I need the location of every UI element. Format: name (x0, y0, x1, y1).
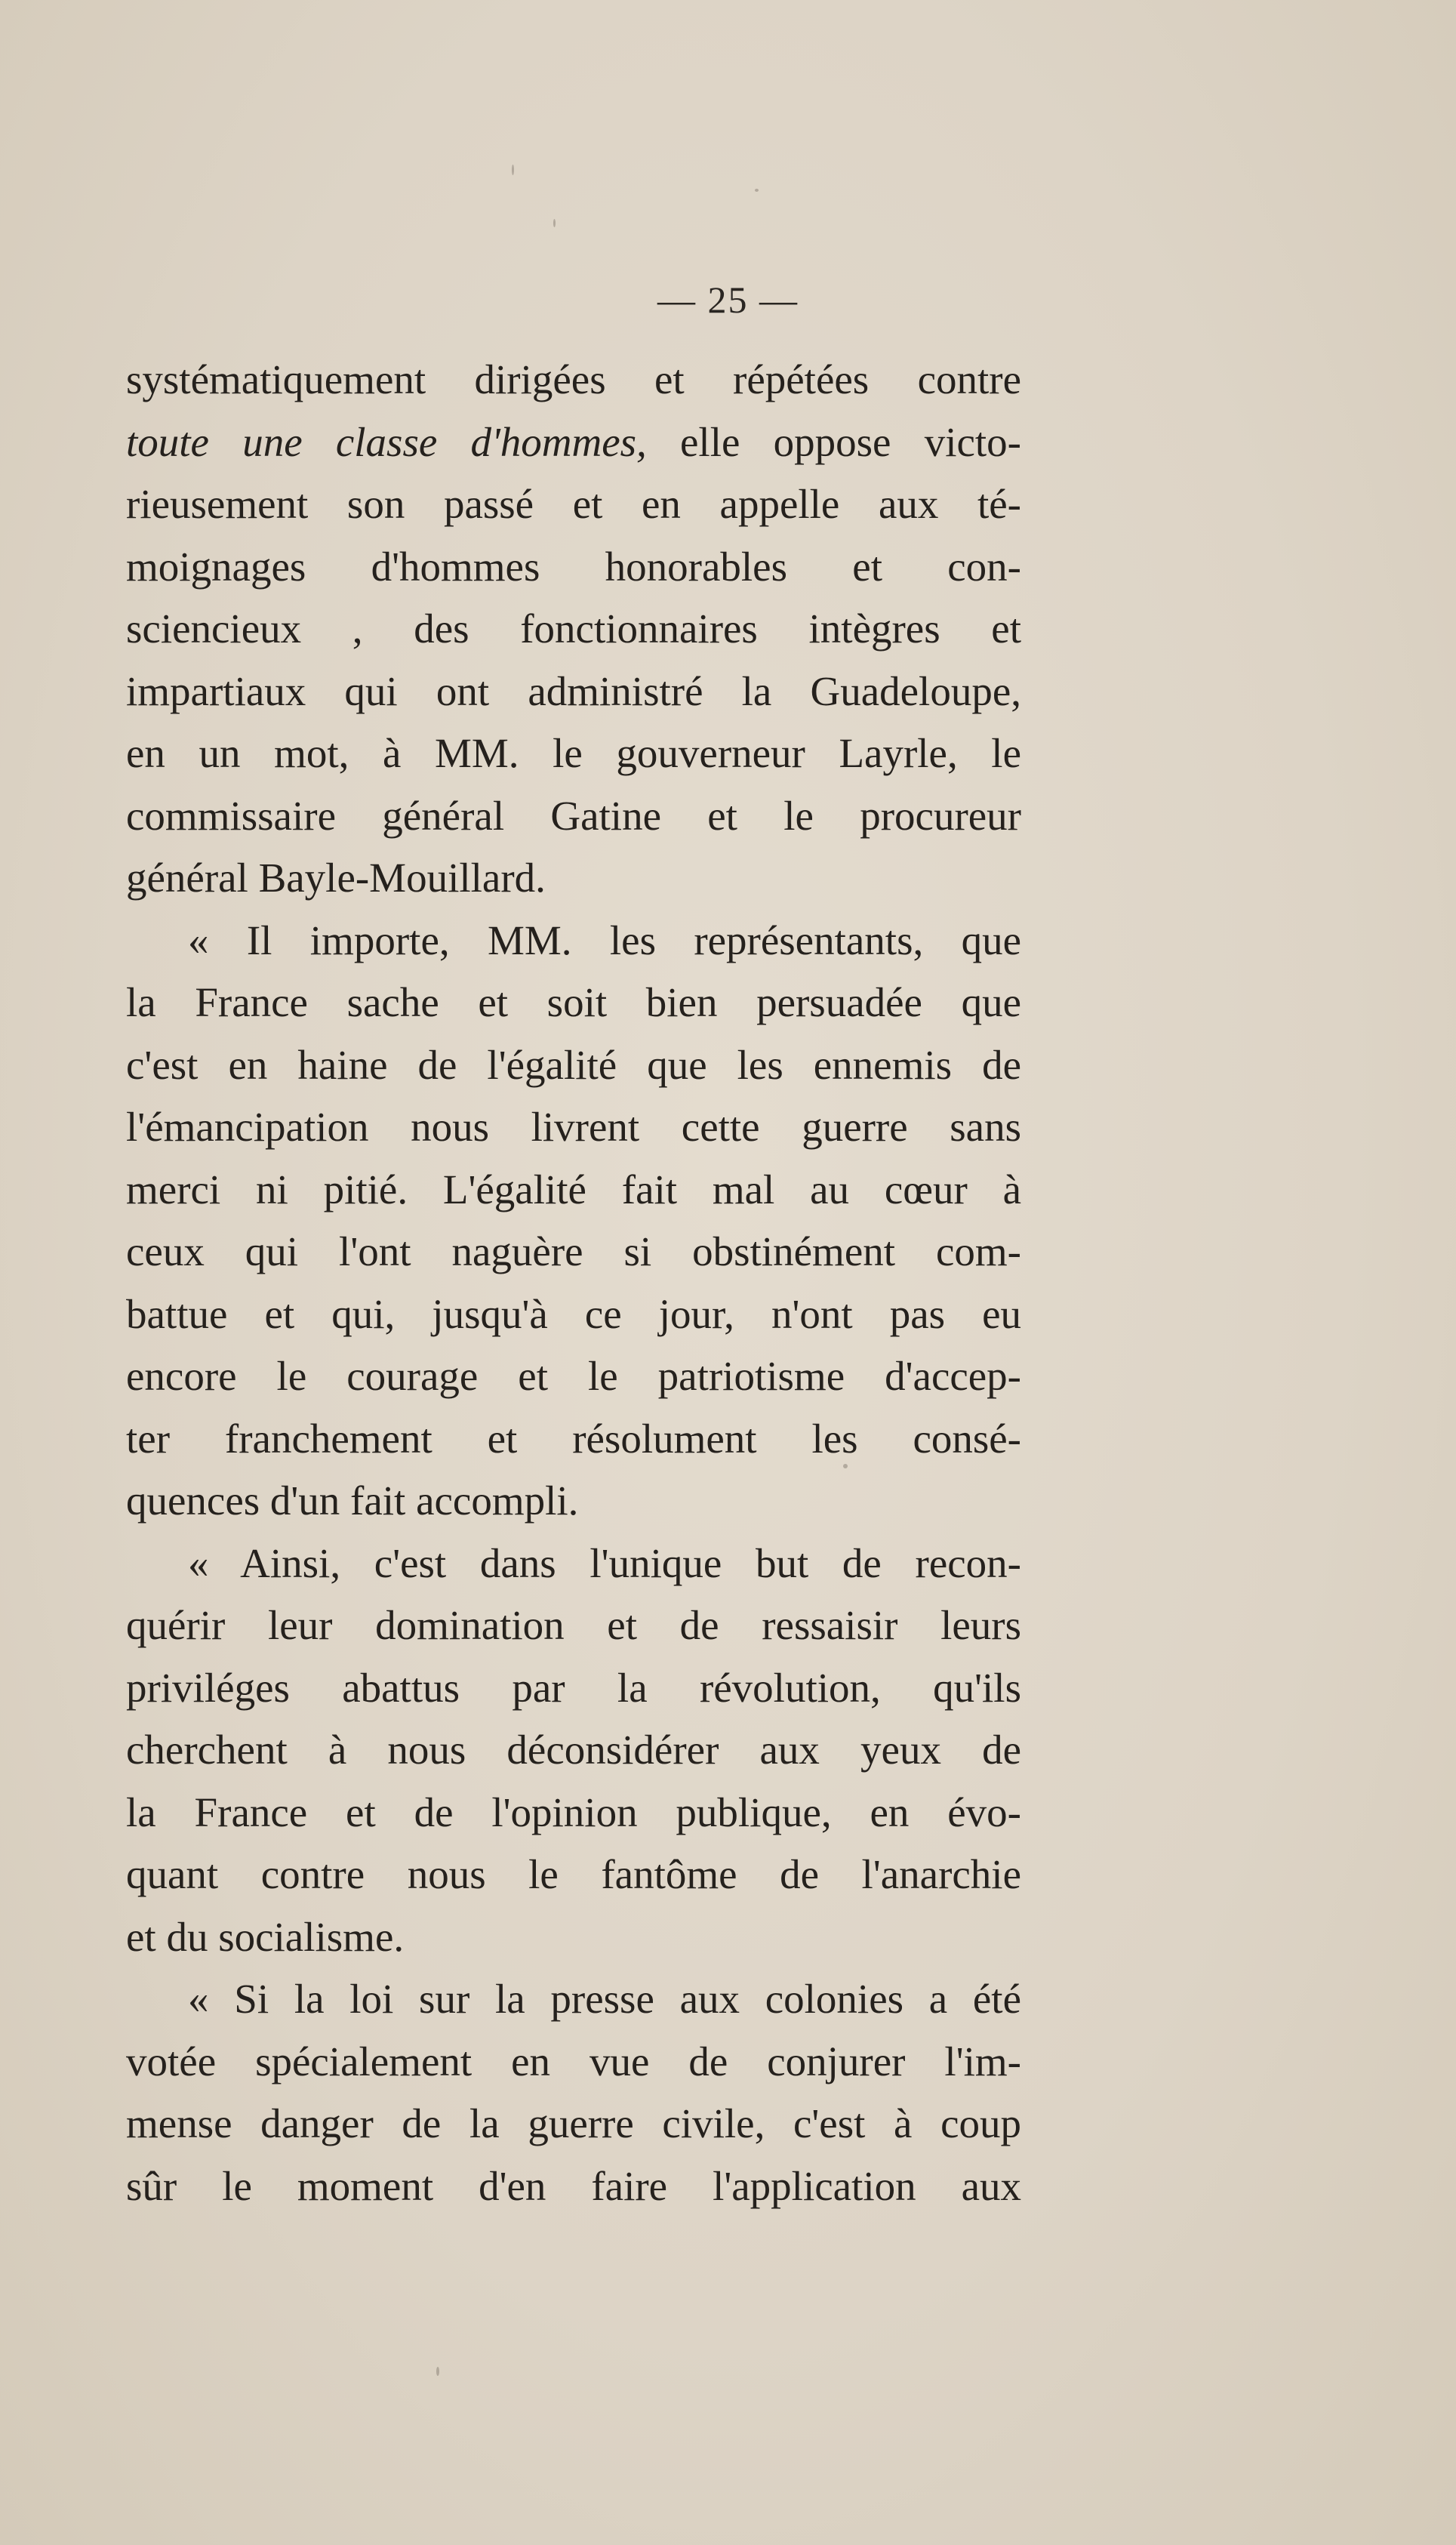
text-line: quences d'un fait accompli. (126, 1477, 579, 1524)
italic-phrase: toute une classe d'hommes, (126, 418, 647, 465)
text-line: la France sache et soit bien persuadée que (126, 979, 1021, 1025)
paper-speck (512, 165, 514, 175)
text-line: systématiquement dirigées et répétées contre (126, 356, 1021, 402)
text-line: la France et de l'opinion publique, en évo- (126, 1789, 1021, 1835)
paragraph-start-line: « Si la loi sur la presse aux colonies a été (188, 1976, 1021, 2022)
text-line: mense danger de la guerre civile, c'est à coup (126, 2100, 1021, 2146)
text-line: votée spécialement en vue de conjurer l'im- (126, 2038, 1021, 2084)
paper-speck (436, 2367, 439, 2376)
paper-speck (755, 189, 759, 192)
text-line: encore le courage et le patriotisme d'accep- (126, 1353, 1021, 1399)
text-line: sciencieux , des fonctionnaires intègres et (126, 605, 1021, 652)
text-line: priviléges abattus par la révolution, qu'ils (126, 1664, 1021, 1711)
text-line: quant contre nous le fantôme de l'anarchie (126, 1851, 1021, 1897)
text-line: battue et qui, jusqu'à ce jour, n'ont pas eu (126, 1290, 1021, 1337)
text-line: général Bayle-Mouillard. (126, 855, 546, 901)
text-line: l'émancipation nous livrent cette guerre sans (126, 1104, 1021, 1150)
text-line: moignages d'hommes honorables et con- (126, 543, 1021, 590)
text-line: cherchent à nous déconsidérer aux yeux de (126, 1727, 1021, 1773)
text-line: commissaire général Gatine et le procureur (126, 792, 1021, 839)
text-line: sûr le moment d'en faire l'application aux (126, 2162, 1021, 2209)
page-number: — 25 — (657, 279, 799, 321)
text-line: c'est en haine de l'égalité que les ennemis de (126, 1041, 1021, 1088)
paragraph-start-line: « Ainsi, c'est dans l'unique but de recon- (188, 1539, 1021, 1586)
text-line: rieusement son passé et en appelle aux té- (126, 481, 1021, 527)
text-line: quérir leur domination et de ressaisir leurs (126, 1602, 1021, 1648)
text-line: impartiaux qui ont administré la Guadeloupe, (126, 667, 1021, 714)
text-line: en un mot, à MM. le gouverneur Layrle, le (126, 730, 1021, 776)
paragraph-start-line: « Il importe, MM. les représentants, que (188, 917, 1021, 963)
text-line: et du socialisme. (126, 1913, 405, 1960)
body-text (126, 349, 1021, 2217)
text-line: ter franchement et résolument les consé- (126, 1415, 1021, 1462)
text-span: elle oppose victo- (646, 418, 1021, 465)
text-line (126, 411, 1021, 474)
text-line: ceux qui l'ont naguère si obstinément com- (126, 1228, 1021, 1274)
text-line: merci ni pitié. L'égalité fait mal au cœur à (126, 1166, 1021, 1212)
paper-speck (553, 219, 556, 227)
